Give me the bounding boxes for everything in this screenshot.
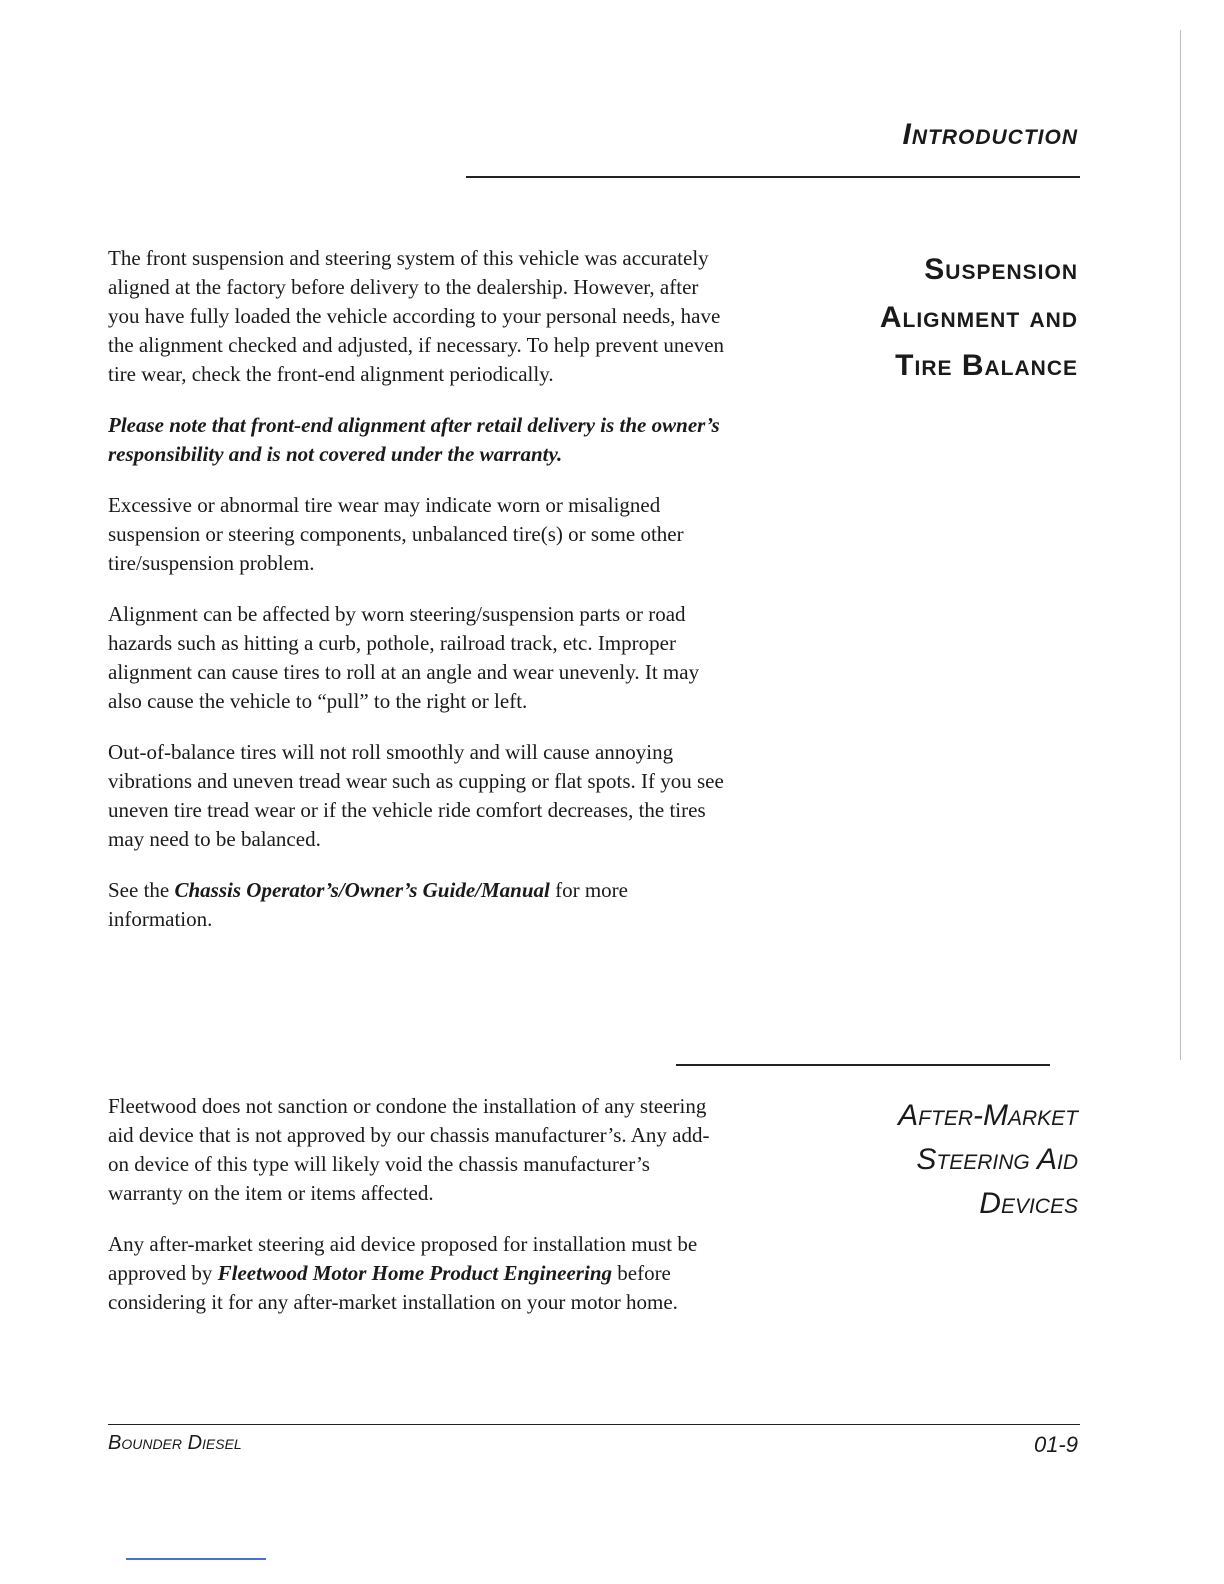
text-run: for more information.: [108, 878, 628, 931]
scan-artifact-line: [126, 1558, 266, 1560]
heading-line: Steering Aid: [916, 1143, 1078, 1176]
warranty-note: Please note that front-end alignment after retail delivery is the owner’s responsibility and is not covered under the warranty.: [108, 413, 720, 466]
section-body-suspension: [108, 244, 728, 956]
paragraph: Fleetwood does not sanction or condone the installation of any steering aid device that is not approved by our chassis manufacturer’s. Any add-on device of this type will likely void the chassis manufacturer’s warranty on the item or items affected.: [108, 1094, 710, 1205]
heading-line: Suspension: [924, 253, 1078, 286]
engineering-reference: Fleetwood Motor Home Product Engineering: [217, 1261, 612, 1285]
section-heading-suspension: [880, 246, 1078, 390]
heading-line: Tire Balance: [895, 349, 1078, 382]
section-body-steering-aid: [108, 1092, 728, 1339]
manual-reference: Chassis Operator’s/Owner’s Guide/Manual: [174, 878, 550, 902]
paragraph: [108, 876, 728, 934]
header-rule: [466, 176, 1080, 178]
footer-rule: [108, 1424, 1080, 1425]
paragraph: [108, 1230, 728, 1317]
heading-line: Alignment and: [879, 301, 1078, 334]
page-edge-line: [1180, 30, 1181, 1060]
section-divider-rule: [676, 1064, 1050, 1066]
heading-line: After-Market: [898, 1099, 1078, 1132]
text-run: See the: [108, 878, 175, 902]
heading-line: Devices: [979, 1187, 1078, 1220]
chapter-title: Introduction: [902, 118, 1078, 151]
paragraph: The front suspension and steering system of this vehicle was accurately aligned at the factory before delivery to the dealership. However, after you have fully loaded the vehicle according to your personal needs, have the alignment checked and adjusted, if necessary. To help prevent uneven tire wear, check the front-end alignment periodically.: [108, 246, 725, 386]
text-run: before considering it for any after-market installation on your motor home.: [108, 1261, 678, 1314]
footer-title: Bounder Diesel: [108, 1432, 242, 1454]
page-number: 01-9: [1033, 1432, 1078, 1457]
section-heading-steering-aid: [898, 1094, 1078, 1226]
paragraph: Out-of-balance tires will not roll smoothly and will cause annoying vibrations and uneven tread wear such as cupping or flat spots. If you see uneven tire tread wear or if the vehicle ride comfort decreases, the tires may need to be balanced.: [108, 740, 724, 851]
text-run: Any after-market steering aid device proposed for installation must be approved by: [108, 1232, 698, 1285]
paragraph: Excessive or abnormal tire wear may indicate worn or misaligned suspension or steering components, unbalanced tire(s) or some other tire/suspension problem.: [108, 493, 684, 575]
paragraph: Alignment can be affected by worn steering/suspension parts or road hazards such as hitting a curb, pothole, railroad track, etc. Improper alignment can cause tires to roll at an angle and wear unevenly. It may also cause the vehicle to “pull” to the right or left.: [108, 602, 700, 713]
